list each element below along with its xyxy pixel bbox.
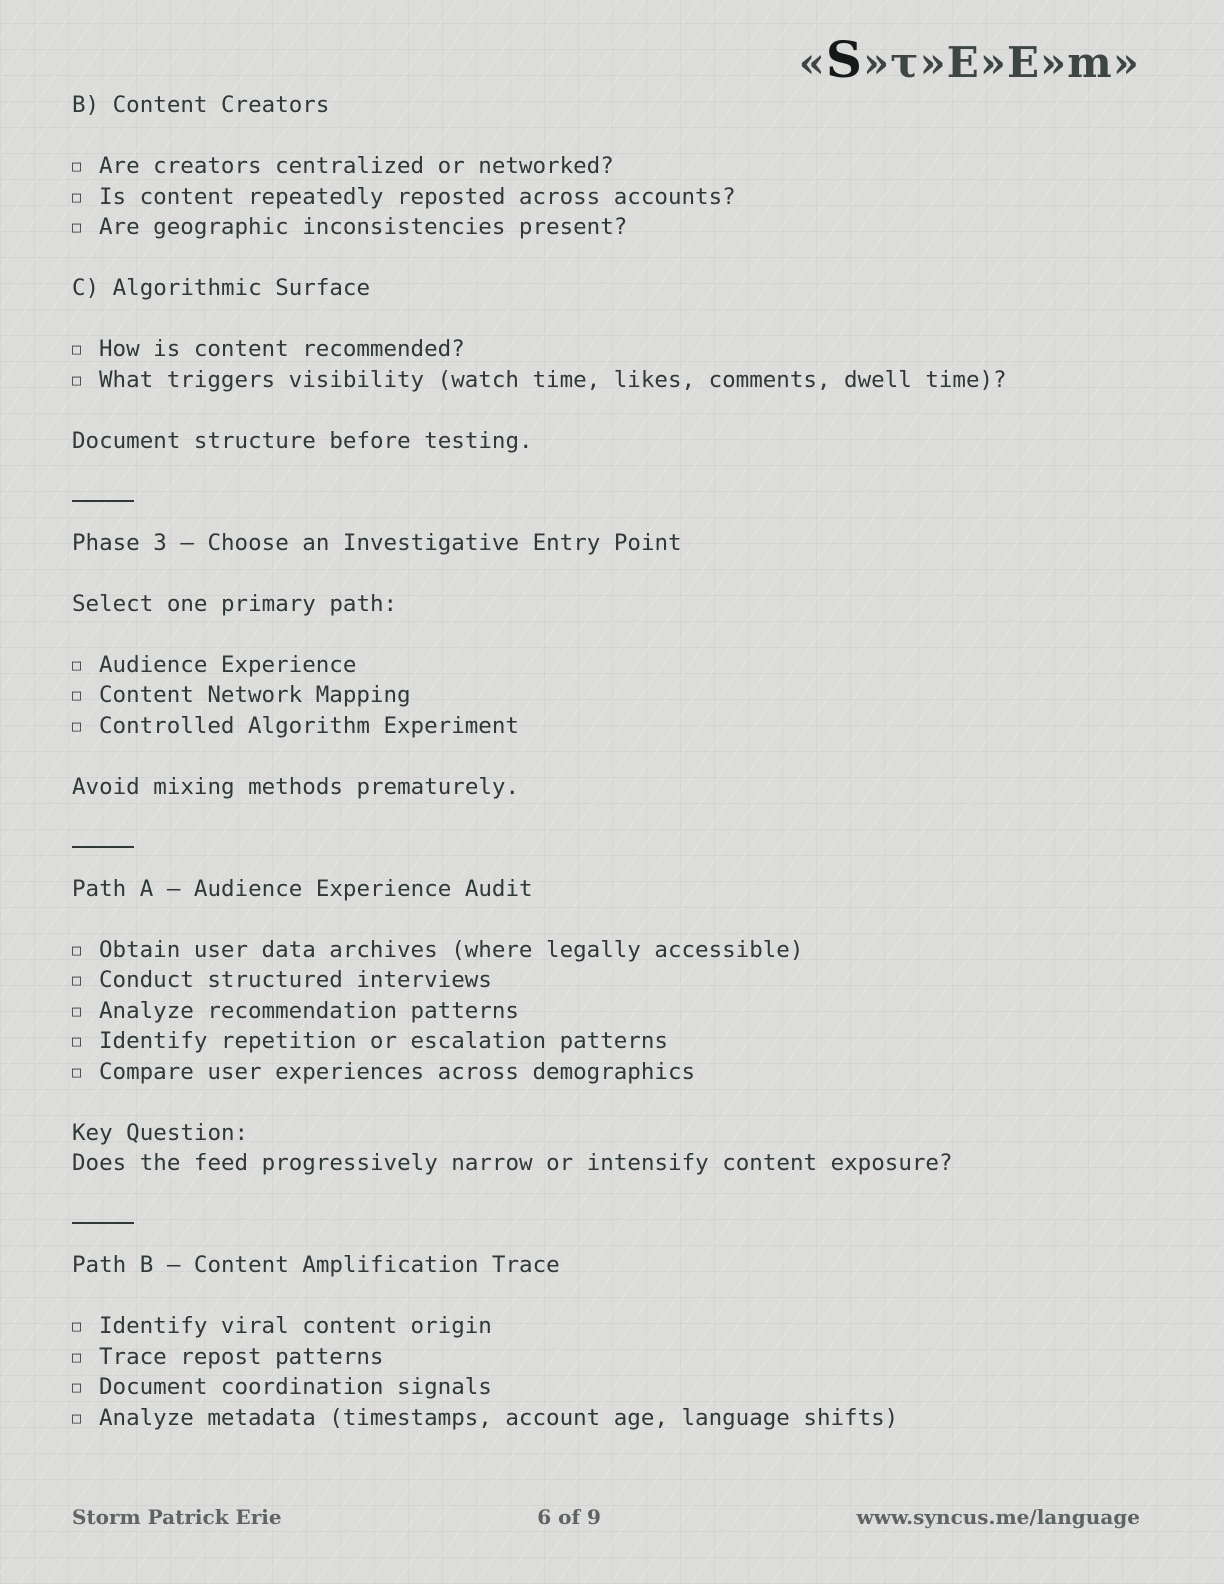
checklist-item: □ Document coordination signals (72, 1372, 1152, 1403)
checklist-item: □ Audience Experience (72, 650, 1152, 681)
checklist-item: □ Controlled Algorithm Experiment (72, 711, 1152, 742)
footer-page-number: 6 of 9 (537, 1505, 601, 1529)
footer-url: www.syncus.me/language (856, 1505, 1140, 1529)
checklist-item: □ Content Network Mapping (72, 680, 1152, 711)
checklist-item: □ Analyze recommendation patterns (72, 996, 1152, 1027)
logo-first-letter: S (825, 30, 864, 89)
page-content (72, 90, 1152, 1433)
phase3-title: Phase 3 — Choose an Investigative Entry Point (72, 529, 682, 556)
checklist-item: □ Conduct structured interviews (72, 965, 1152, 996)
steem-logo (799, 30, 1140, 89)
logo-lead: « (798, 38, 826, 87)
checklist-item: □ Analyze metadata (timestamps, account age, language shifts) (72, 1403, 1152, 1434)
section-divider (72, 471, 134, 502)
checklist-item: □ Identify viral content origin (72, 1311, 1152, 1342)
checklist-item: □ What triggers visibility (watch time, likes, comments, dwell time)? (72, 365, 1152, 396)
checklist-item: □ Obtain user data archives (where legally accessible) (72, 935, 1152, 966)
section-divider (72, 1194, 134, 1225)
key-question-label: Key Question: (72, 1119, 249, 1146)
section-c-note: Document structure before testing. (72, 427, 533, 454)
path-b-title: Path B — Content Amplification Trace (72, 1252, 560, 1278)
section-divider (72, 817, 134, 848)
phase3-intro: Select one primary path: (72, 590, 398, 617)
checklist-item: □ Compare user experiences across demographics (72, 1057, 1152, 1088)
footer-author: Storm Patrick Erie (72, 1505, 282, 1529)
checklist-item: □ How is content recommended? (72, 334, 1152, 365)
checklist-item: □ Identify repetition or escalation patterns (72, 1026, 1152, 1057)
checklist-item: □ Trace repost patterns (72, 1342, 1152, 1373)
phase3-note: Avoid mixing methods prematurely. (72, 773, 520, 800)
checklist-item: □ Are geographic inconsistencies present? (72, 212, 1152, 243)
checklist-item: □ Is content repeatedly reposted across accounts? (72, 182, 1152, 213)
checklist-item: □ Are creators centralized or networked? (72, 151, 1152, 182)
section-b-title: B) Content Creators (72, 92, 330, 118)
page-footer (72, 1505, 1140, 1529)
path-a-title: Path A — Audience Experience Audit (72, 875, 533, 902)
logo-rest: »τ»E»E»m» (863, 38, 1140, 87)
key-question: Does the feed progressively narrow or intensify content exposure? (72, 1150, 953, 1176)
section-c-title: C) Algorithmic Surface (72, 275, 371, 301)
